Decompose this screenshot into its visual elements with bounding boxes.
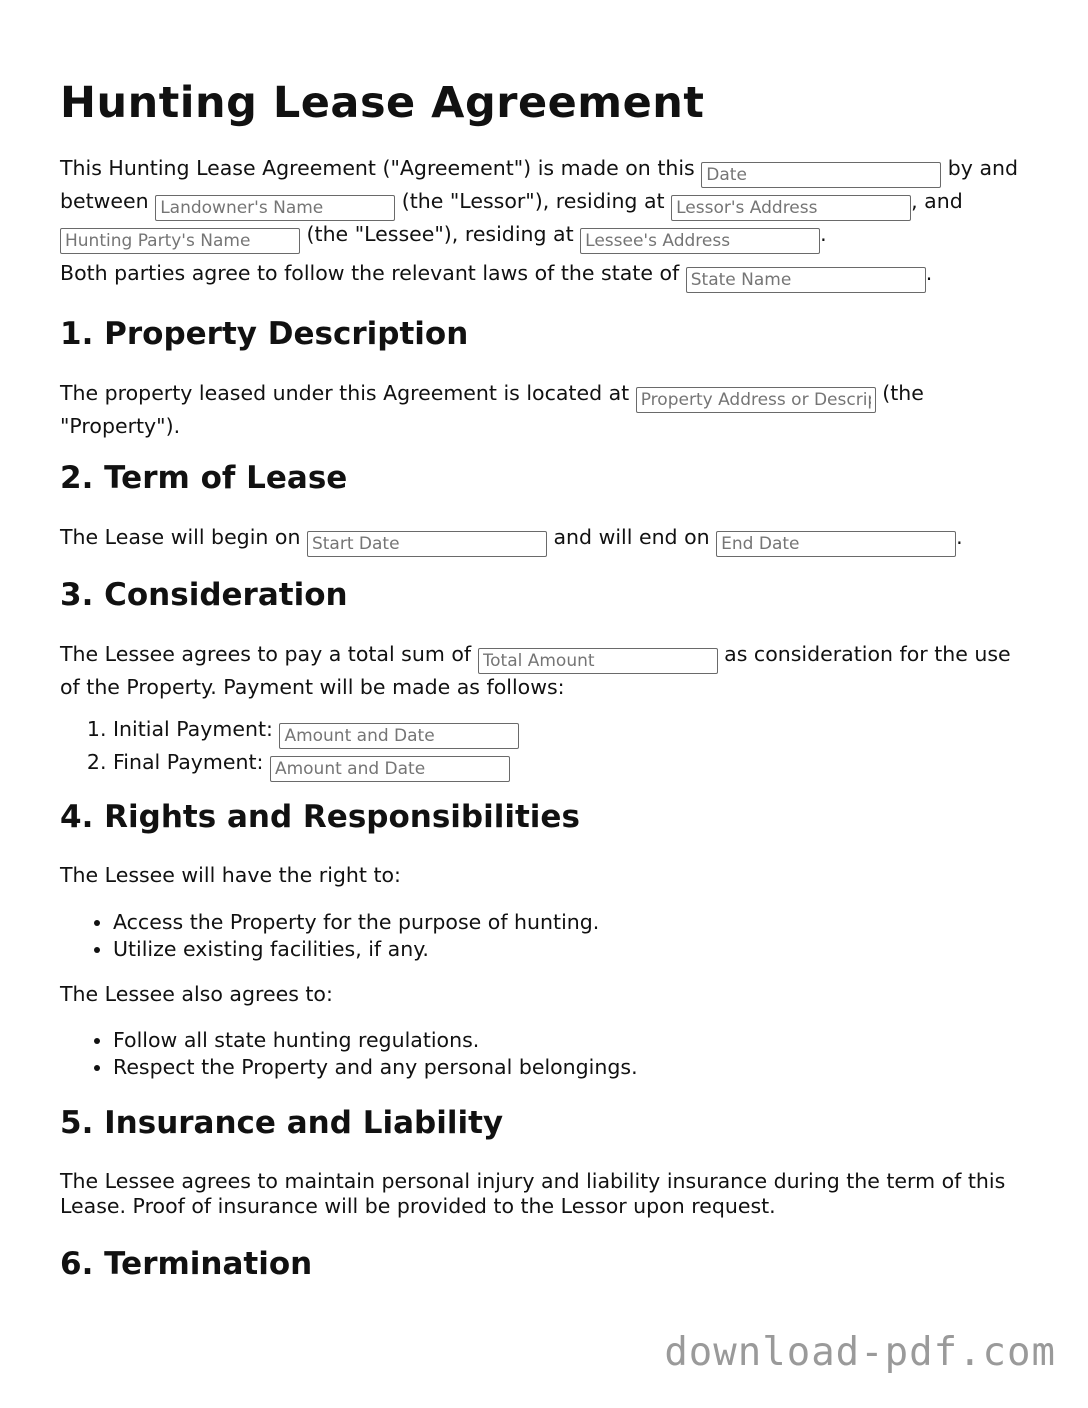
initial-payment-label: Initial Payment: bbox=[113, 717, 273, 741]
consideration-text-2: as consideration for the use of the Property. Payment will be made as follows: bbox=[60, 642, 1011, 699]
hunting-party-name-field[interactable] bbox=[60, 228, 300, 254]
watermark: download-pdf.com bbox=[664, 1330, 1056, 1375]
section-heading-termination: 6. Termination bbox=[60, 1246, 313, 1282]
term-text-2: and will end on bbox=[553, 525, 710, 549]
lessee-address-field[interactable] bbox=[580, 228, 820, 254]
section-heading-rights: 4. Rights and Responsibilities bbox=[60, 799, 580, 835]
start-date-field[interactable] bbox=[307, 531, 547, 557]
list-item: • Access the Property for the purpose of hunting. bbox=[113, 909, 1013, 936]
section-heading-insurance: 5. Insurance and Liability bbox=[60, 1105, 504, 1141]
laws-text-1: Both parties agree to follow the relevant laws of the state of bbox=[60, 261, 680, 285]
property-text-2: (the "Property"). bbox=[60, 381, 924, 438]
consideration-text-1: The Lessee agrees to pay a total sum of bbox=[60, 642, 472, 666]
total-amount-field[interactable] bbox=[478, 648, 718, 674]
list-item bbox=[113, 749, 1013, 782]
list-item: • Utilize existing facilities, if any. bbox=[113, 936, 1013, 963]
list-item: • Respect the Property and any personal belongings. bbox=[113, 1054, 1013, 1081]
date-field[interactable] bbox=[701, 162, 941, 188]
intro-text-1: This Hunting Lease Agreement ("Agreement") is made on this bbox=[60, 156, 695, 180]
intro-paragraph bbox=[60, 155, 1028, 254]
rights-list bbox=[60, 909, 1013, 963]
section-heading-consideration: 3. Consideration bbox=[60, 577, 348, 613]
list-item bbox=[113, 716, 1013, 749]
property-paragraph bbox=[60, 380, 1028, 440]
final-payment-field[interactable] bbox=[270, 756, 510, 782]
lessor-address-field[interactable] bbox=[671, 195, 911, 221]
end-date-field[interactable] bbox=[716, 531, 956, 557]
laws-text-2: . bbox=[925, 261, 933, 285]
final-payment-label: Final Payment: bbox=[113, 750, 264, 774]
list-item: • Follow all state hunting regulations. bbox=[113, 1027, 1013, 1054]
intro-text-4: , and bbox=[911, 189, 963, 213]
payment-list bbox=[60, 716, 1013, 782]
consideration-paragraph bbox=[60, 641, 1028, 701]
landowner-name-field[interactable] bbox=[155, 195, 395, 221]
section-heading-property: 1. Property Description bbox=[60, 316, 469, 352]
initial-payment-field[interactable] bbox=[279, 723, 519, 749]
intro-text-5: (the "Lessee"), residing at bbox=[306, 222, 574, 246]
agrees-list bbox=[60, 1027, 1013, 1081]
laws-paragraph bbox=[60, 260, 1028, 293]
property-text-1: The property leased under this Agreement is located at bbox=[60, 381, 630, 405]
property-address-field[interactable] bbox=[636, 387, 876, 413]
intro-text-6: . bbox=[820, 222, 827, 246]
state-name-field[interactable] bbox=[686, 267, 926, 293]
page-title: Hunting Lease Agreement bbox=[60, 78, 705, 128]
term-text-1: The Lease will begin on bbox=[60, 525, 301, 549]
term-paragraph bbox=[60, 524, 1028, 557]
term-text-3: . bbox=[956, 525, 963, 549]
agrees-intro: The Lessee also agrees to: bbox=[60, 982, 333, 1006]
insurance-paragraph: The Lessee agrees to maintain personal injury and liability insurance during the term of this Lease. Proof of insurance will be provided to the Lessor upon request. bbox=[60, 1169, 1006, 1218]
intro-text-2: by and between bbox=[60, 156, 1019, 213]
section-heading-term: 2. Term of Lease bbox=[60, 460, 348, 496]
intro-text-3: (the "Lessor"), residing at bbox=[401, 189, 665, 213]
rights-intro: The Lessee will have the right to: bbox=[60, 863, 401, 887]
